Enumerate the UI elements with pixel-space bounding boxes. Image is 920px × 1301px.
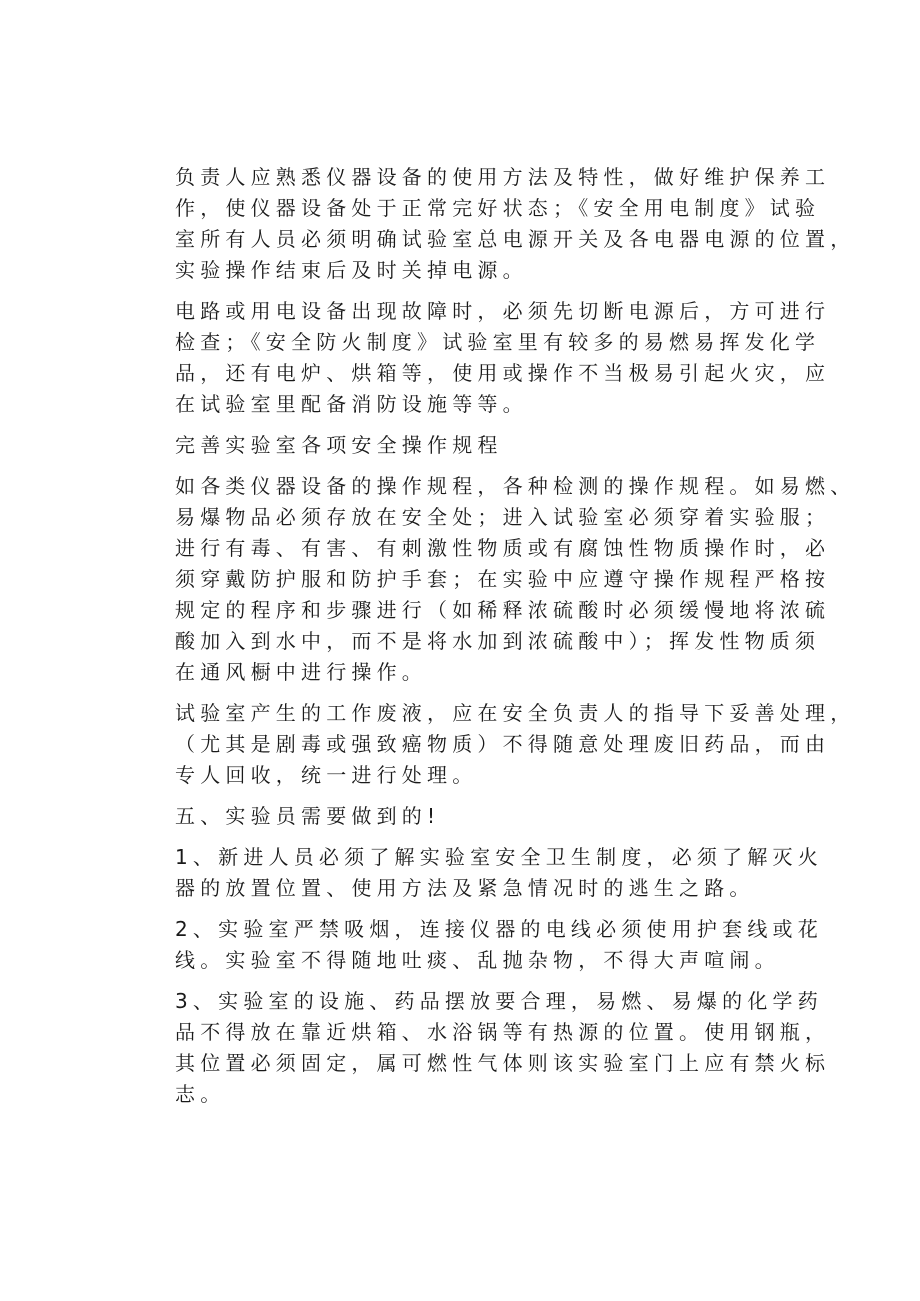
text-line: 如各类仪器设备的操作规程，各种检测的操作规程。如易燃、 <box>175 474 856 498</box>
text-line: 在通风橱中进行操作。 <box>175 660 427 684</box>
text-line: 电路或用电设备出现故障时，必须先切断电源后，方可进行 <box>175 299 831 323</box>
text-line: 试验室产生的工作废液，应在安全负责人的指导下妥善处理， <box>175 701 856 725</box>
text-line: 品不得放在靠近烘箱、水浴锅等有热源的位置。使用钢瓶， <box>175 1020 831 1044</box>
text-line: 其位置必须固定，属可燃性气体则该实验室门上应有禁火标 <box>175 1051 831 1075</box>
text-line: 须穿戴防护服和防护手套；在实验中应遵守操作规程严格按 <box>175 567 831 591</box>
text-line: 在试验室里配备消防设施等等。 <box>175 392 528 416</box>
text-line: 作，使仪器设备处于正常完好状态；《安全用电制度》试验 <box>175 196 821 220</box>
rule-item-3 <box>175 986 831 1110</box>
text-line: 易爆物品必须存放在安全处；进入试验室必须穿着实验服； <box>175 505 831 529</box>
text-line: 志。 <box>175 1082 226 1106</box>
text-line: 检查；《安全防火制度》试验室里有较多的易燃易挥发化学 <box>175 330 821 354</box>
text-line: 3、实验室的设施、药品摆放要合理，易燃、易爆的化学药 <box>175 989 823 1013</box>
text-line: 2、实验室严禁吸烟，连接仪器的电线必须使用护套线或花 <box>175 917 823 941</box>
heading-operation-rules <box>175 430 775 461</box>
text-line: 负责人应熟悉仪器设备的使用方法及特性，做好维护保养工 <box>175 165 831 189</box>
paragraph-equipment-maintenance <box>175 162 856 286</box>
rule-item-1 <box>175 842 823 904</box>
rule-item-2 <box>175 914 823 976</box>
text-line: 规定的程序和步骤进行（如稀释浓硫酸时必须缓慢地将浓硫 <box>175 598 831 622</box>
text-line: 室所有人员必须明确试验室总电源开关及各电器电源的位置， <box>175 227 856 251</box>
paragraph-fire-safety <box>175 296 831 420</box>
text-line: 器的放置位置、使用方法及紧急情况时的逃生之路。 <box>175 876 755 900</box>
heading-section-five <box>175 801 775 832</box>
text-line: 进行有毒、有害、有刺激性物质或有腐蚀性物质操作时，必 <box>175 536 831 560</box>
paragraph-waste-disposal <box>175 698 856 791</box>
text-line: 线。实验室不得随地吐痰、乱抛杂物，不得大声喧闹。 <box>175 948 780 972</box>
document-page <box>175 162 856 1120</box>
text-line: （尤其是剧毒或强致癌物质）不得随意处理废旧药品，而由 <box>175 732 831 756</box>
text-line: 专人回收，统一进行处理。 <box>175 763 478 787</box>
heading-text: 五、实验员需要做到的! <box>175 804 441 828</box>
heading-text: 完善实验室各项安全操作规程 <box>175 433 503 457</box>
text-line: 实验操作结束后及时关掉电源。 <box>175 258 528 282</box>
text-line: 酸加入到水中，而不是将水加到浓硫酸中）；挥发性物质须 <box>175 629 821 653</box>
text-line: 1、新进人员必须了解实验室安全卫生制度，必须了解灭火 <box>175 845 823 869</box>
paragraph-operation-rules <box>175 471 856 688</box>
text-line: 品，还有电炉、烘箱等，使用或操作不当极易引起火灾，应 <box>175 361 831 385</box>
